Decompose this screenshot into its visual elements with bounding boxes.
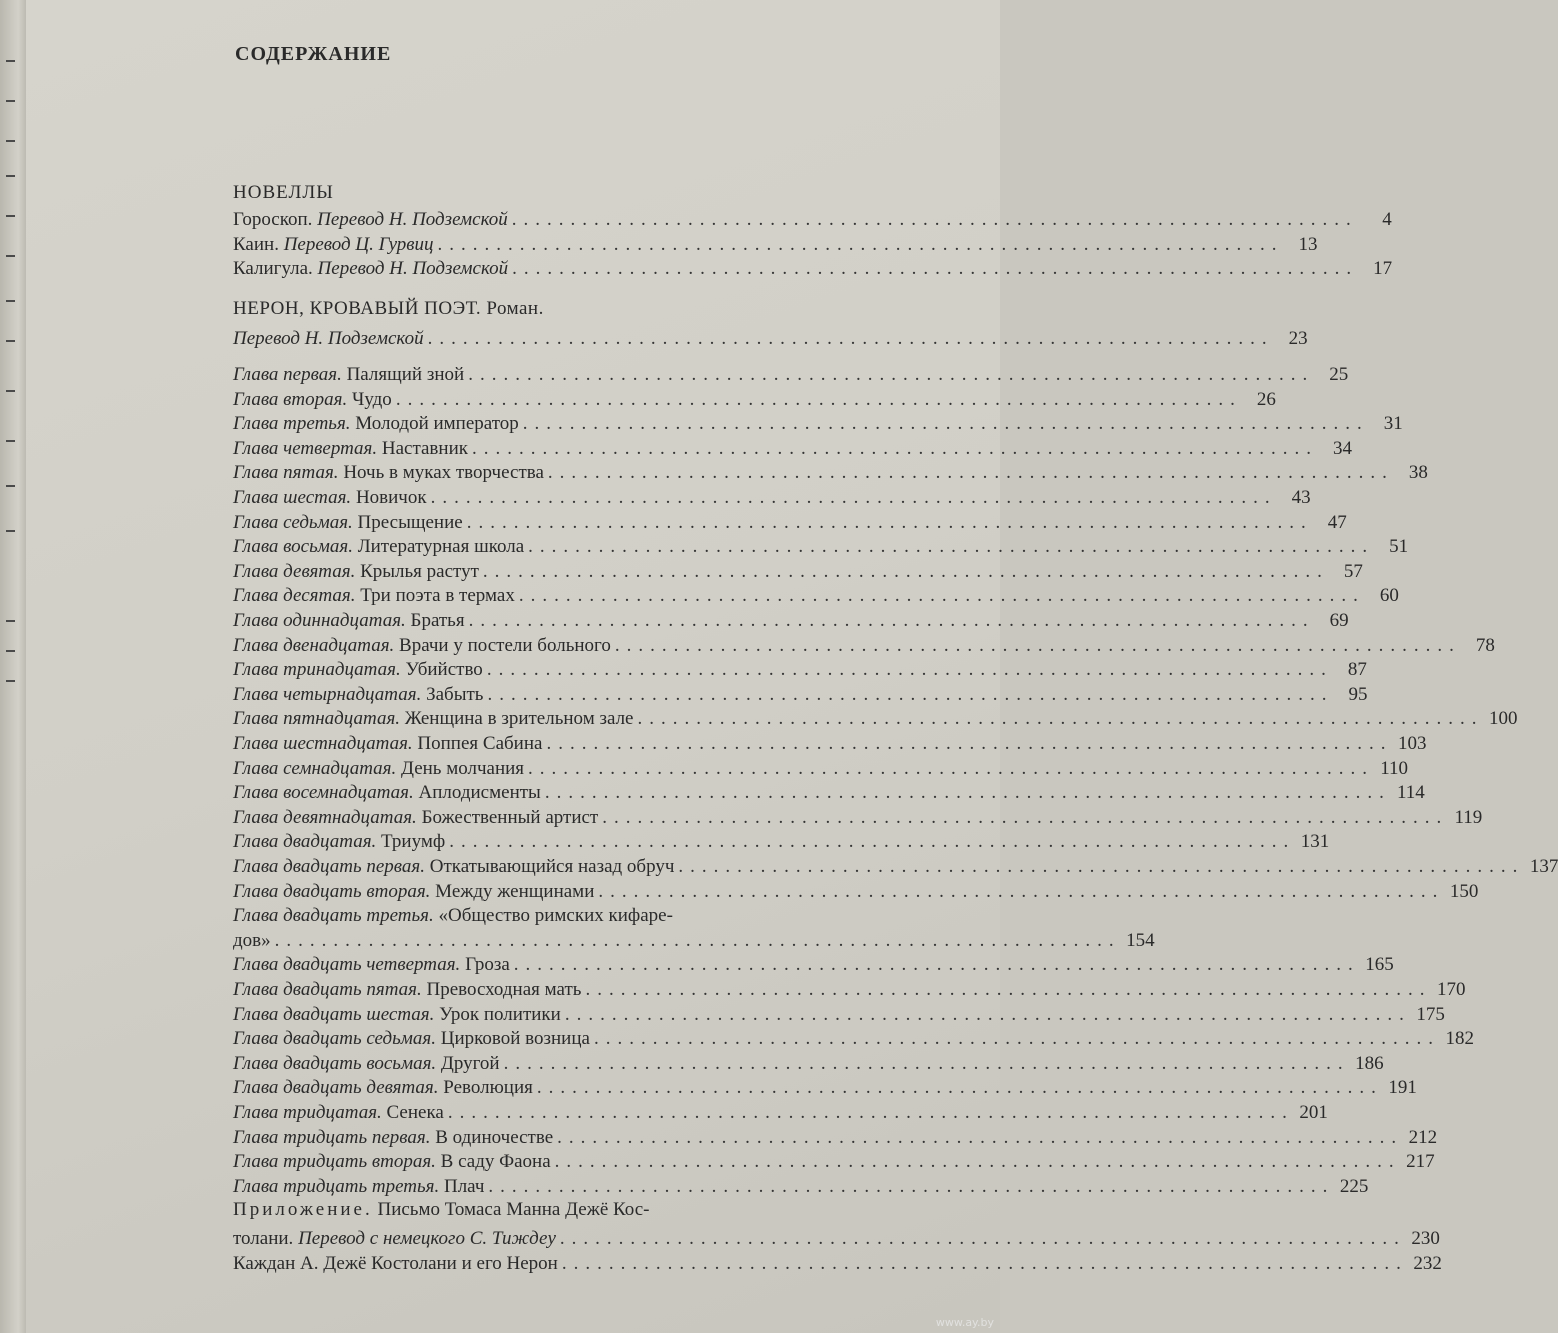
- page-number: 17: [1373, 258, 1393, 279]
- leader-dots: ........................................................................: [468, 364, 1315, 385]
- chapter-row: [233, 438, 1352, 462]
- leader-dots: ........................................................................: [512, 258, 1359, 279]
- page-number: 26: [1256, 389, 1276, 410]
- chapter-title: Божественный артист: [421, 807, 599, 828]
- chapter-title: Поппея Сабина: [417, 733, 543, 754]
- chapter-title: Братья: [410, 610, 465, 631]
- leader-dots: ........................................................................: [528, 536, 1375, 557]
- chapter-row: [233, 905, 858, 929]
- chapter-number: Глава четвертая.: [233, 438, 378, 459]
- previous-page-edge: [0, 0, 27, 1333]
- section-heading-novellas: НОВЕЛЛЫ: [233, 182, 334, 203]
- page-number: 95: [1348, 684, 1368, 705]
- chapter-row: [233, 1077, 1417, 1101]
- novella-translation: Перевод Ц. Гурвиц: [283, 234, 434, 255]
- chapter-row: [233, 561, 1363, 585]
- leader-dots: ........................................................................: [678, 856, 1525, 877]
- novella-title: Каин.: [233, 234, 279, 255]
- leader-dots: ........................................................................: [471, 438, 1318, 459]
- page-number: 100: [1488, 708, 1518, 729]
- chapter-title: Триумф: [381, 831, 446, 852]
- page-number: 57: [1343, 561, 1363, 582]
- leader-dots: ........................................................................: [602, 807, 1449, 828]
- chapter-title: В саду Фаона: [440, 1151, 551, 1172]
- page-number: 110: [1380, 758, 1409, 779]
- page-number: 225: [1339, 1176, 1369, 1197]
- chapter-title: Урок политики: [439, 1004, 561, 1025]
- page-number: 34: [1332, 438, 1352, 459]
- chapter-row: [233, 1102, 1328, 1126]
- chapter-row: [233, 684, 1368, 708]
- chapter-number: Глава тринадцатая.: [233, 659, 401, 680]
- chapter-number: Глава третья.: [233, 413, 351, 434]
- chapter-number: Глава двадцать восьмая.: [233, 1053, 437, 1074]
- chapter-title: Палящий зной: [346, 364, 465, 385]
- chapter-title: День молчания: [401, 758, 525, 779]
- page-number: 232: [1413, 1253, 1442, 1274]
- chapter-title: Забыть: [426, 684, 484, 705]
- chapter-row: [233, 979, 1466, 1003]
- leader-dots: ........................................................................: [468, 610, 1315, 631]
- leader-dots: ........................................................................: [554, 1151, 1401, 1172]
- chapter-row: [233, 487, 1311, 511]
- leader-dots: ........................................................................: [561, 1253, 1408, 1274]
- leader-dots: ........................................................................: [593, 1028, 1440, 1049]
- chapter-row: [233, 1053, 1384, 1077]
- chapter-title: дов»: [233, 930, 271, 951]
- chapter-row: [233, 856, 1558, 880]
- chapter-number: Глава двадцать четвертая.: [233, 954, 461, 975]
- chapter-row: [233, 831, 1330, 855]
- chapter-number: Глава пятая.: [233, 462, 339, 483]
- page-number: 131: [1300, 831, 1330, 852]
- chapter-title: Литературная школа: [357, 536, 525, 557]
- chapter-title: Крылья растут: [360, 561, 479, 582]
- chapter-title: Врачи у постели больного: [399, 635, 611, 656]
- chapter-number: Глава десятая.: [233, 585, 356, 606]
- chapter-title: Чудо: [351, 389, 392, 410]
- leader-dots: ........................................................................: [449, 831, 1296, 852]
- leader-dots: ........................................................................: [511, 209, 1358, 230]
- page-number: 150: [1449, 881, 1479, 902]
- page-number: 78: [1475, 635, 1495, 656]
- chapter-number: Глава двадцать пятая.: [233, 979, 422, 1000]
- chapter-number: Глава тридцать третья.: [233, 1176, 440, 1197]
- leader-dots: ........................................................................: [637, 708, 1484, 729]
- chapter-row: [233, 512, 1347, 536]
- chapter-title: Другой: [440, 1053, 500, 1074]
- chapter-row: [233, 413, 1403, 437]
- page-number: 191: [1388, 1077, 1417, 1098]
- chapter-row: [233, 1176, 1369, 1200]
- chapter-number: Глава пятнадцатая.: [233, 708, 401, 729]
- chapter-title: Пресыщение: [357, 512, 463, 533]
- page-number: 170: [1436, 979, 1466, 1000]
- chapter-title: Новичок: [355, 487, 427, 508]
- leader-dots: ........................................................................: [546, 733, 1393, 754]
- chapter-number: Глава седьмая.: [233, 512, 353, 533]
- novel-genre: Роман.: [486, 298, 544, 319]
- chapter-row: [233, 782, 1425, 806]
- chapter-number: Глава двенадцатая.: [233, 635, 395, 656]
- chapter-row: [233, 1127, 1438, 1151]
- chapter-title: Три поэта в термах: [360, 585, 515, 606]
- chapter-title: Сенека: [386, 1102, 444, 1123]
- chapter-title: «Общество римских кифаре-: [438, 905, 673, 926]
- leader-dots: ........................................................................: [522, 413, 1369, 434]
- chapter-number: Глава двадцатая.: [233, 831, 377, 852]
- novella-title: Гороскоп.: [233, 209, 313, 230]
- page-number: 137: [1529, 856, 1558, 877]
- page-number: 87: [1347, 659, 1367, 680]
- chapter-number: Глава девятнадцатая.: [233, 807, 417, 828]
- chapter-number: Глава первая.: [233, 364, 342, 385]
- page-number: 103: [1397, 733, 1427, 754]
- chapter-row: [233, 1028, 1474, 1052]
- chapter-row: [233, 635, 1495, 659]
- chapter-number: Глава шестнадцатая.: [233, 733, 413, 754]
- chapter-title: Молодой император: [355, 413, 519, 434]
- chapter-row: [233, 462, 1428, 486]
- watermark: www.ay.by: [935, 1316, 994, 1329]
- novel-title: НЕРОН, КРОВАВЫЙ ПОЭТ.: [233, 298, 482, 319]
- page-number: 201: [1299, 1102, 1328, 1123]
- chapter-title: Наставник: [381, 438, 468, 459]
- leader-dots: ........................................................................: [487, 684, 1334, 705]
- novella-row: [233, 258, 1393, 282]
- chapter-row: [233, 954, 1394, 978]
- chapter-row: [233, 708, 1518, 732]
- chapter-number: Глава вторая.: [233, 389, 348, 410]
- chapter-title: Убийство: [405, 659, 483, 680]
- page-number: 13: [1298, 234, 1318, 255]
- leader-dots: ........................................................................: [437, 234, 1284, 255]
- leader-dots: ........................................................................: [430, 487, 1277, 508]
- afterword-text: Каждан А. Дежё Костолани и его Нерон: [233, 1253, 558, 1274]
- chapter-row: [233, 1004, 1445, 1028]
- chapter-title: Превосходная мать: [426, 979, 582, 1000]
- afterword-row: [233, 1253, 1442, 1277]
- chapter-number: Глава восьмая.: [233, 536, 353, 557]
- chapter-number: Глава тридцать первая.: [233, 1127, 431, 1148]
- chapter-number: Глава семнадцатая.: [233, 758, 397, 779]
- page-number: 23: [1288, 328, 1308, 349]
- leader-dots: ........................................................................: [447, 1102, 1294, 1123]
- chapter-title: Цирковой возница: [440, 1028, 590, 1049]
- novel-translation-row: [233, 328, 1308, 352]
- novella-row: [233, 234, 1318, 258]
- leader-dots: ........................................................................: [598, 881, 1445, 902]
- page-number: 186: [1355, 1053, 1384, 1074]
- leader-dots: ........................................................................: [503, 1053, 1350, 1074]
- chapter-row: [233, 585, 1399, 609]
- chapter-row: [233, 1151, 1435, 1175]
- chapter-number: Глава двадцать третья.: [233, 905, 434, 926]
- leader-dots: ........................................................................: [564, 1004, 1411, 1025]
- novella-translation: Перевод Н. Подземской: [317, 209, 508, 230]
- leader-dots: ........................................................................: [557, 1127, 1404, 1148]
- page-number: 230: [1411, 1228, 1440, 1249]
- leader-dots: ........................................................................: [488, 1176, 1335, 1197]
- chapter-title: Между женщинами: [435, 881, 595, 902]
- leader-dots: ........................................................................: [274, 930, 1121, 951]
- section-heading-novel: [233, 298, 544, 320]
- chapter-title: Плач: [443, 1176, 485, 1197]
- appendix-line-2: [233, 1228, 1440, 1252]
- page-number: 51: [1389, 536, 1409, 557]
- chapter-number: Глава двадцать девятая.: [233, 1077, 439, 1098]
- chapter-title: В одиночестве: [435, 1127, 554, 1148]
- chapter-number: Глава двадцать вторая.: [233, 881, 431, 902]
- chapter-row: [233, 659, 1367, 683]
- chapter-number: Глава четырнадцатая.: [233, 684, 422, 705]
- chapter-row: [233, 881, 1479, 905]
- chapter-row: [233, 930, 1155, 954]
- leader-dots: ........................................................................: [536, 1077, 1383, 1098]
- novella-title: Калигула.: [233, 258, 313, 279]
- chapter-row: [233, 733, 1427, 757]
- chapter-title: Аплодисменты: [418, 782, 541, 803]
- leader-dots: ........................................................................: [559, 1228, 1406, 1249]
- chapter-number: Глава девятая.: [233, 561, 356, 582]
- leader-dots: ........................................................................: [518, 585, 1365, 606]
- chapter-row: [233, 758, 1409, 782]
- chapter-number: Глава тридцать вторая.: [233, 1151, 436, 1172]
- leader-dots: ........................................................................: [614, 635, 1461, 656]
- page-number: 60: [1379, 585, 1399, 606]
- chapter-number: Глава двадцать седьмая.: [233, 1028, 436, 1049]
- page-title: СОДЕРЖАНИЕ: [235, 43, 392, 65]
- leader-dots: ........................................................................: [486, 659, 1333, 680]
- page-number: 217: [1406, 1151, 1435, 1172]
- appendix-label: Приложение.: [233, 1199, 373, 1220]
- chapter-title: Ночь в муках творчества: [343, 462, 544, 483]
- page-number: 38: [1408, 462, 1428, 483]
- chapter-number: Глава шестая.: [233, 487, 352, 508]
- chapter-number: Глава одиннадцатая.: [233, 610, 406, 631]
- page-number: 31: [1383, 413, 1403, 434]
- chapter-title: Революция: [443, 1077, 533, 1098]
- chapter-row: [233, 536, 1409, 560]
- page-number: 212: [1408, 1127, 1438, 1148]
- novella-row: [233, 209, 1392, 233]
- chapter-row: [233, 364, 1349, 388]
- chapter-number: Глава двадцать шестая.: [233, 1004, 435, 1025]
- page-number: 4: [1382, 209, 1392, 230]
- leader-dots: ........................................................................: [427, 328, 1274, 349]
- leader-dots: ........................................................................: [513, 954, 1360, 975]
- leader-dots: ........................................................................: [395, 389, 1242, 410]
- chapter-number: Глава двадцать первая.: [233, 856, 426, 877]
- page-number: 47: [1327, 512, 1347, 533]
- chapter-number: Глава тридцатая.: [233, 1102, 382, 1123]
- novel-translation: Перевод Н. Подземской: [233, 328, 424, 349]
- page-number: 165: [1365, 954, 1394, 975]
- page-number: 43: [1291, 487, 1311, 508]
- page-number: 182: [1445, 1028, 1474, 1049]
- chapter-title: Гроза: [465, 954, 510, 975]
- chapter-number: Глава восемнадцатая.: [233, 782, 414, 803]
- page-number: 175: [1416, 1004, 1445, 1025]
- leader-dots: ........................................................................: [585, 979, 1432, 1000]
- page-number: 25: [1329, 364, 1349, 385]
- page-number: 69: [1329, 610, 1349, 631]
- leader-dots: ........................................................................: [547, 462, 1394, 483]
- page-number: 114: [1397, 782, 1425, 803]
- leader-dots: ........................................................................: [544, 782, 1391, 803]
- appendix-text: Письмо Томаса Манна Дежё Кос-: [377, 1199, 650, 1220]
- appendix-text-cont: толани.: [233, 1228, 294, 1249]
- page-number: 154: [1126, 930, 1155, 951]
- chapter-row: [233, 389, 1276, 413]
- chapter-row: [233, 807, 1483, 831]
- leader-dots: ........................................................................: [466, 512, 1313, 533]
- chapter-title: Женщина в зрительном зале: [404, 708, 634, 729]
- leader-dots: ........................................................................: [482, 561, 1329, 582]
- leader-dots: ........................................................................: [528, 758, 1375, 779]
- chapter-row: [233, 610, 1349, 634]
- novella-translation: Перевод Н. Подземской: [317, 258, 509, 279]
- chapter-title: Откатывающийся назад обруч: [429, 856, 675, 877]
- appendix-translation: Перевод с немецкого С. Тиждеу: [298, 1228, 556, 1249]
- page-number: 119: [1454, 807, 1483, 828]
- appendix-line-1: [233, 1199, 649, 1221]
